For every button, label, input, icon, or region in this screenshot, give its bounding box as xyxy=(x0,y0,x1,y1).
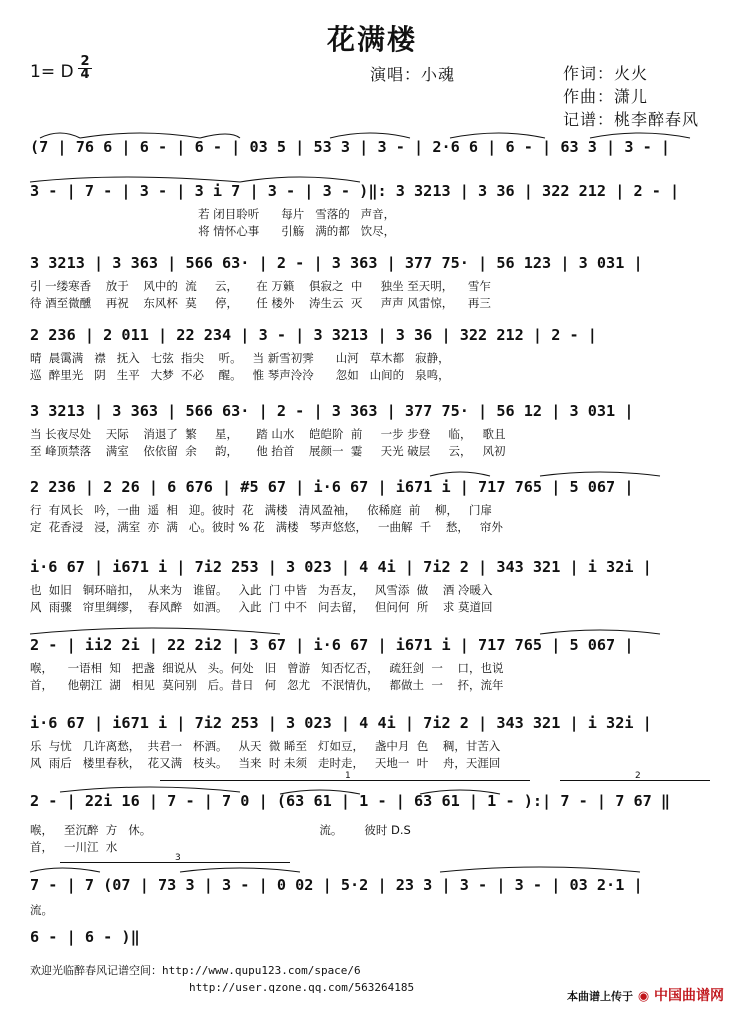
lyric-line-2: 至 峰顶禁落 满室 依依留 余 韵， 他 抬首 展颜一 霎 天光 破层 云， 风初 xyxy=(30,444,506,458)
notation-line: i·6 67 | i671 i | 7i2 253 | 3 023 | 4 4i | 7i2 2 | 343 321 | i 32i | xyxy=(30,558,652,576)
brand-name: 中国曲谱网 xyxy=(654,988,724,1004)
lyric-line-2: 风 雨骤 帘里绸缪， 春风醉 如酒。 入此 门 中不 问去留， 但问何 所 求 莫道回 xyxy=(30,600,493,614)
time-signature xyxy=(78,56,92,81)
key-signature: 1= D xyxy=(30,62,74,82)
lyric-line-1: 晴 晨霭满 襟 抚入 七弦 指尖 听。 当 新雪初霁 山河 草木都 寂静， xyxy=(30,351,450,365)
lyric-line-2: 首， 他朝江 湖 相见 莫问别 后。昔日 何 忽尤 不泯情仇， 都做土 一 抔，流年 xyxy=(30,678,504,692)
notation-line: (7 | 76 6 | 6 - | 6 - | 03 5 | 53 3 | 3 - | 2·6 6 | 6 - | 63 3 | 3 - | xyxy=(30,138,671,156)
singer-credit: 演唱：小魂 xyxy=(370,65,456,84)
lyric-line-2: 定 花香浸 浸，满室 亦 满 心。彼时 % 花 满楼 琴声悠悠， 一曲解 千 愁， 帘外 xyxy=(30,520,503,534)
notation-line: i·6 67 | i671 i | 7i2 253 | 3 023 | 4 4i | 7i2 2 | 343 321 | i 32i | xyxy=(30,714,652,732)
volta-number: 2 xyxy=(635,771,641,781)
credits-block xyxy=(563,62,699,131)
lyric-line-1: 引 一缕寒香 放于 风中的 流 云， 在 万籁 俱寂之 中 独坐 至天明， 雪乍 xyxy=(30,279,491,293)
notation-line: 3 - | 7 - | 3 - | 3 i 7 | 3 - | 3 - )‖: 3 3213 | 3 36 | 322 212 | 2 - | xyxy=(30,182,680,200)
notation-line: 6 - | 6 - )‖ xyxy=(30,928,140,946)
transcriber-credit: 记谱：桃李醉春风 xyxy=(563,110,700,129)
song-title: 花满楼 xyxy=(326,23,417,56)
meter-bottom: 4 xyxy=(78,68,92,81)
footer-links xyxy=(30,962,414,996)
lyric-line-2: 风 雨后 楼里春秋， 花又满 枝头。 当来 时 未须 走时走， 天地一 叶 舟，天涯回 xyxy=(30,756,501,770)
composer-credit: 作曲：潇儿 xyxy=(563,87,649,106)
volta-number: 3 xyxy=(175,853,181,863)
notation-line: 7 - | 7 (07 | 73 3 | 3 - | 0 02 | 5·2 | 23 3 | 3 - | 3 - | 03 2·1 | xyxy=(30,876,643,894)
footer-line-1: 欢迎光临醉春风记谱空间：http://www.qupu123.com/space/6 xyxy=(30,964,361,977)
notation-line: 3 3213 | 3 363 | 566 63· | 2 - | 3 363 | 377 75· | 56 12 | 3 031 | xyxy=(30,402,634,420)
upload-text: 本曲谱上传于 xyxy=(566,990,633,1003)
lyric-line-2: 首， 一川江 水 xyxy=(30,840,118,854)
lyric-line-1: 若 闭目聆听 每片 雪落的 声音， xyxy=(30,207,396,221)
lyric-line-2: 待 酒至微醺 再祝 东风杯 莫 停， 任 楼外 涛生云 灭 声声 风雷惊， 再三 xyxy=(30,296,491,310)
notation-line: 2 - | 22i 16 | 7 - | 7 0 | (63 61 | 1 - | 63 61 | 1 - ):| 7 - | 7 67 ‖ xyxy=(30,792,671,810)
lyric-line-1: 当 长夜尽处 天际 消退了 繁 星， 踏 山水 皑皑阶 前 一步 步登 临， 歌且 xyxy=(30,427,506,441)
upload-credit xyxy=(567,985,724,1005)
meter-top: 2 xyxy=(80,54,90,69)
brand-logo-icon: ◉ xyxy=(637,989,650,1004)
lyricist-credit: 作词：火火 xyxy=(563,64,649,83)
footer-line-2: http://user.qzone.qq.com/563264185 xyxy=(30,981,415,994)
notation-line: 2 236 | 2 011 | 22 234 | 3 - | 3 3213 | 3 36 | 322 212 | 2 - | xyxy=(30,326,597,344)
notation-line: 2 236 | 2 26 | 6 676 | #5 67 | i·6 67 | i671 i | 717 765 | 5 067 | xyxy=(30,478,634,496)
lyric-line-1: 流。 xyxy=(30,903,53,917)
lyric-line-1: 乐 与忧 几许离愁， 共君一 杯酒。 从天 微 睎至 灯如豆， 盏中月 色 稠，甘苦入 xyxy=(30,739,501,753)
notation-line: 3 3213 | 3 363 | 566 63· | 2 - | 3 363 | 377 75· | 56 123 | 3 031 | xyxy=(30,254,643,272)
lyric-line-1: 也 如旧 铜环暗扣， 从来为 谁留。 入此 门 中皆 为吾友， 风雪添 做 酒 冷暖入 xyxy=(30,583,493,597)
notation-line: 2 - | ii2 2i | 22 2i2 | 3 67 | i·6 67 | i671 i | 717 765 | 5 067 | xyxy=(30,636,634,654)
volta-number: 1 xyxy=(345,771,351,781)
lyric-line-1: 喉， 一语相 知 把盏 细说从 头。何处 旧 曾游 知否忆否， 疏狂剑 一 口，也说 xyxy=(30,661,504,675)
lyric-line-1: 行 有风长 吟，一曲 遥 相 迎。彼时 花 满楼 清风盈袖， 依稀庭 前 柳， 门扉 xyxy=(30,503,492,517)
lyric-line-2: 将 情怀心事 引觞 满的都 饮尽， xyxy=(30,224,396,238)
lyric-line-1: 喉， 至沉醉 方 休。 流。 彼时 D.S xyxy=(30,823,411,837)
lyric-line-2: 巡 醉里光 阴 生平 大梦 不必 醒。 惟 琴声泠泠 忽如 山间的 泉鸣， xyxy=(30,368,450,382)
